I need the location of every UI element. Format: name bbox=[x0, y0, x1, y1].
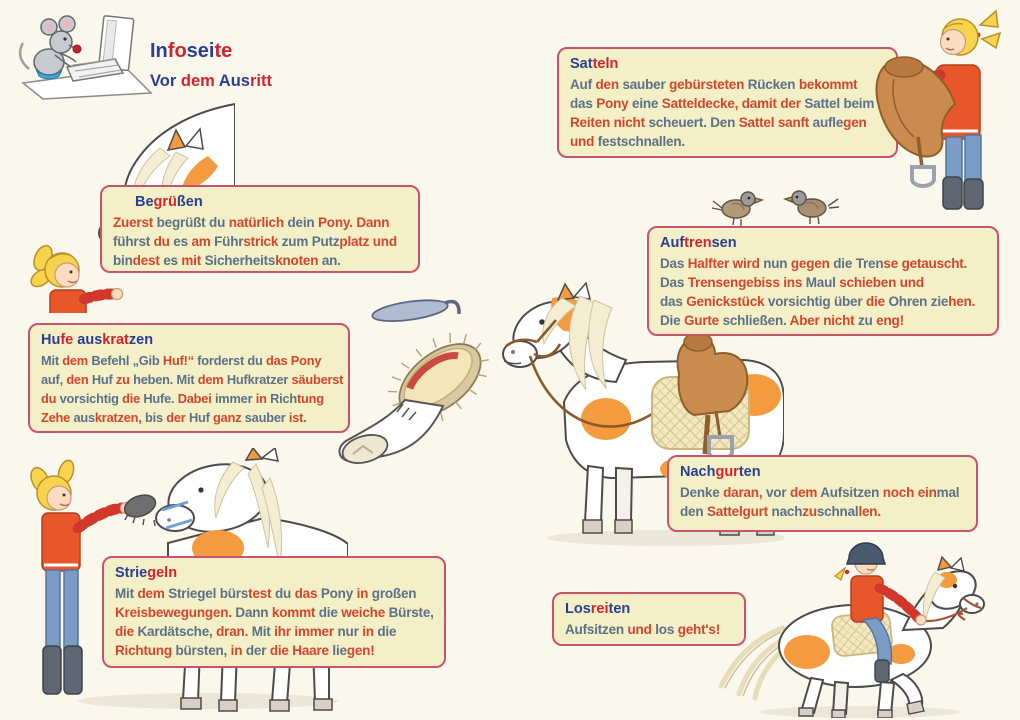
text-segment: nicht bbox=[823, 313, 855, 328]
riding-scene-illustration bbox=[695, 528, 985, 720]
text-segment: Pony bbox=[320, 586, 354, 601]
text-segment: immer bbox=[294, 624, 334, 639]
text-segment: gen! bbox=[346, 643, 375, 658]
text-segment: dem bbox=[62, 353, 88, 368]
text-line bbox=[115, 603, 433, 622]
box-body bbox=[680, 483, 965, 521]
text-segment: die bbox=[122, 391, 140, 406]
text-segment: lie bbox=[332, 643, 347, 658]
text-segment: Zehe bbox=[41, 410, 71, 425]
text-segment: Genickstück bbox=[686, 294, 765, 309]
text-segment: tren bbox=[684, 235, 712, 251]
text-segment: Halfter bbox=[687, 256, 730, 271]
text-segment: Die bbox=[660, 313, 681, 328]
info-box-nachgurten bbox=[667, 455, 978, 532]
text-segment: ganz bbox=[213, 410, 242, 425]
text-segment: Rücken bbox=[747, 77, 796, 92]
text-segment: Huf bbox=[188, 410, 210, 425]
text-segment: Reiten bbox=[570, 115, 611, 130]
text-segment: die bbox=[269, 643, 289, 658]
text-segment: getauscht. bbox=[901, 256, 968, 271]
text-segment: bekommt bbox=[798, 77, 858, 92]
text-line bbox=[113, 213, 407, 232]
text-segment: du bbox=[41, 391, 57, 406]
text-segment: Maul bbox=[805, 275, 836, 290]
text-segment: fe bbox=[60, 332, 74, 348]
text-segment: Haare bbox=[292, 643, 329, 658]
info-box-auftrensen bbox=[647, 226, 999, 336]
text-segment: teln bbox=[592, 56, 619, 72]
text-segment: nach bbox=[771, 504, 803, 519]
text-segment: noch bbox=[882, 485, 915, 500]
text-segment: zie bbox=[930, 294, 949, 309]
text-segment: über bbox=[833, 294, 863, 309]
info-box-hufe-auskratzen bbox=[28, 323, 350, 433]
text-segment: nur bbox=[337, 624, 359, 639]
text-segment: Sattel bbox=[738, 115, 775, 130]
text-segment: Aus bbox=[218, 72, 250, 90]
text-segment: Den bbox=[710, 115, 736, 130]
text-segment: aus bbox=[77, 332, 103, 348]
text-segment: Sattel bbox=[804, 96, 840, 111]
text-segment: Dann bbox=[235, 605, 269, 620]
text-segment: du bbox=[274, 586, 292, 601]
text-segment: ten bbox=[608, 601, 631, 617]
text-segment: vorsichtig bbox=[59, 391, 119, 406]
text-segment: an. bbox=[321, 253, 341, 268]
text-line bbox=[660, 254, 986, 273]
text-segment: Sicherheits bbox=[204, 253, 276, 268]
text-segment: der bbox=[245, 643, 267, 658]
text-segment: Ohren bbox=[888, 294, 928, 309]
text-line bbox=[41, 370, 344, 389]
text-segment: schließen. bbox=[722, 313, 787, 328]
text-line bbox=[660, 292, 986, 311]
text-segment: am bbox=[191, 234, 211, 249]
text-segment: In bbox=[150, 40, 168, 62]
box-title bbox=[41, 331, 337, 349]
text-line bbox=[115, 641, 433, 660]
text-segment: heben. bbox=[133, 372, 174, 387]
text-segment: aufle bbox=[812, 115, 844, 130]
text-segment: sauber bbox=[244, 410, 286, 425]
text-line bbox=[570, 113, 885, 132]
text-segment: du bbox=[209, 215, 226, 230]
box-title bbox=[113, 193, 407, 211]
text-segment: beim bbox=[843, 96, 875, 111]
text-segment: zu bbox=[858, 313, 873, 328]
info-box-striegeln bbox=[102, 556, 446, 668]
text-segment: Gurte bbox=[683, 313, 719, 328]
text-line bbox=[570, 75, 885, 94]
text-segment: es bbox=[173, 234, 188, 249]
box-title bbox=[660, 234, 986, 252]
text-line bbox=[570, 94, 885, 113]
text-segment: Rich bbox=[270, 391, 297, 406]
text-segment: gebürsteten bbox=[669, 77, 745, 92]
text-segment: eine bbox=[632, 96, 659, 111]
text-segment: Striegel bbox=[168, 586, 217, 601]
text-segment: gen bbox=[843, 115, 867, 130]
text-segment: Tren bbox=[855, 256, 884, 271]
text-segment: wird bbox=[732, 256, 760, 271]
text-segment: und bbox=[570, 134, 595, 149]
text-segment: rei bbox=[590, 601, 609, 617]
text-segment: se bbox=[883, 256, 899, 271]
text-segment: Dabei bbox=[177, 391, 212, 406]
text-segment: dem bbox=[197, 372, 224, 387]
text-segment: Huf bbox=[91, 372, 113, 387]
text-segment: Aufsitzen bbox=[565, 622, 624, 637]
text-segment: dem bbox=[137, 586, 165, 601]
text-segment: Huf!“ bbox=[162, 353, 194, 368]
text-segment: Strie bbox=[115, 565, 148, 581]
text-segment: daran, bbox=[723, 485, 763, 500]
text-segment: forderst bbox=[197, 353, 245, 368]
text-segment: „Gib bbox=[132, 353, 160, 368]
text-segment: führst bbox=[113, 234, 151, 249]
text-segment: Dann bbox=[356, 215, 390, 230]
text-segment: gegen bbox=[790, 256, 830, 271]
text-segment: den bbox=[595, 77, 619, 92]
text-segment: die bbox=[866, 294, 885, 309]
text-line bbox=[115, 584, 433, 603]
text-segment: Pony. bbox=[317, 215, 353, 230]
text-segment: begrüßt bbox=[156, 215, 206, 230]
text-segment: schnal bbox=[816, 504, 859, 519]
text-segment: ihr bbox=[274, 624, 291, 639]
box-body bbox=[115, 584, 433, 660]
text-segment: los bbox=[655, 622, 675, 637]
text-segment: kratzen, bbox=[94, 410, 142, 425]
text-segment: und bbox=[899, 275, 924, 290]
mouse-computer-illustration bbox=[15, 5, 155, 105]
text-segment: Das bbox=[660, 256, 685, 271]
lifted-hoof-illustration bbox=[339, 400, 443, 468]
text-segment: ritt bbox=[249, 72, 272, 90]
text-segment: Satteldecke, bbox=[661, 96, 739, 111]
text-segment: te bbox=[214, 40, 233, 62]
box-title bbox=[570, 55, 885, 73]
text-segment: damit bbox=[741, 96, 777, 111]
text-segment: mit bbox=[181, 253, 202, 268]
text-segment: Sattelgurt bbox=[706, 504, 768, 519]
text-segment: nun bbox=[763, 256, 788, 271]
text-line bbox=[680, 502, 965, 521]
text-segment: ins bbox=[783, 275, 803, 290]
text-segment: die bbox=[833, 256, 853, 271]
text-segment: gur bbox=[715, 464, 739, 480]
text-line bbox=[680, 483, 965, 502]
text-segment: die bbox=[115, 624, 134, 639]
text-segment: Aufsitzen bbox=[820, 485, 880, 500]
text-segment: der bbox=[780, 96, 801, 111]
text-segment: das bbox=[294, 586, 318, 601]
text-line bbox=[660, 273, 986, 292]
text-segment: sen bbox=[711, 235, 737, 251]
text-segment: Auf bbox=[660, 235, 685, 251]
text-segment: immer bbox=[214, 391, 253, 406]
info-box-satteln bbox=[557, 47, 898, 158]
text-segment: der bbox=[166, 410, 186, 425]
text-segment: und bbox=[372, 234, 397, 249]
text-segment: zen bbox=[128, 332, 154, 348]
text-segment: ist. bbox=[288, 410, 307, 425]
box-title bbox=[115, 564, 433, 582]
text-segment: Mit bbox=[41, 353, 59, 368]
text-segment: weiche bbox=[341, 605, 386, 620]
text-segment: krat bbox=[102, 332, 129, 348]
text-segment: Denke bbox=[680, 485, 720, 500]
text-segment: dein bbox=[287, 215, 315, 230]
text-line bbox=[115, 622, 433, 641]
text-segment: Aber bbox=[789, 313, 820, 328]
text-segment: ten bbox=[738, 464, 761, 480]
text-segment: die bbox=[377, 624, 397, 639]
text-segment: Das bbox=[660, 275, 685, 290]
text-segment: Pony bbox=[596, 96, 629, 111]
text-segment: geln bbox=[147, 565, 178, 581]
text-segment: sauber bbox=[622, 77, 666, 92]
text-segment: du bbox=[153, 234, 170, 249]
text-segment: festschnallen. bbox=[597, 134, 685, 149]
text-line bbox=[41, 389, 337, 408]
text-segment: Hu bbox=[41, 332, 61, 348]
text-segment: knoten bbox=[275, 253, 319, 268]
text-segment: Mit bbox=[251, 624, 271, 639]
text-segment: vorsichtig bbox=[767, 294, 831, 309]
text-segment: Putz bbox=[311, 234, 340, 249]
text-segment: Kardätsche, bbox=[137, 624, 213, 639]
text-segment: dem bbox=[789, 485, 818, 500]
text-segment: Kreisbewegungen. bbox=[115, 605, 232, 620]
box-body bbox=[570, 75, 885, 151]
text-segment: sei bbox=[186, 40, 215, 62]
text-segment: Führ bbox=[214, 234, 244, 249]
info-box-begruessen bbox=[100, 185, 420, 273]
text-segment: es bbox=[163, 253, 178, 268]
text-segment: die bbox=[318, 605, 338, 620]
text-segment: Befehl bbox=[91, 353, 130, 368]
text-segment: platz bbox=[339, 234, 370, 249]
text-segment: Sat bbox=[570, 56, 593, 72]
text-segment: sanft bbox=[777, 115, 810, 130]
text-segment: das bbox=[265, 353, 288, 368]
text-segment: Trensengebiss bbox=[687, 275, 780, 290]
text-segment: den bbox=[680, 504, 704, 519]
text-segment: ßen bbox=[176, 194, 203, 210]
text-segment: Hufe. bbox=[143, 391, 175, 406]
text-segment: bürsten, bbox=[175, 643, 228, 658]
text-segment: mal bbox=[936, 485, 960, 500]
text-segment: fo bbox=[167, 40, 187, 62]
text-segment: Vor bbox=[150, 72, 177, 90]
text-segment: nicht bbox=[613, 115, 645, 130]
text-segment: natürlich bbox=[228, 215, 284, 230]
text-segment: bürs bbox=[219, 586, 249, 601]
text-segment: Nach bbox=[680, 464, 716, 480]
text-segment: strick bbox=[243, 234, 279, 249]
text-segment: bin bbox=[113, 253, 133, 268]
text-segment: scheuert. bbox=[648, 115, 707, 130]
text-segment: dem bbox=[180, 72, 215, 90]
saddle-girl-illustration bbox=[860, 5, 1020, 215]
page-subtitle bbox=[150, 72, 272, 91]
text-line bbox=[41, 351, 337, 370]
text-segment: in bbox=[356, 586, 369, 601]
text-segment: ein bbox=[917, 485, 937, 500]
text-segment: tung bbox=[297, 391, 324, 406]
page-title bbox=[150, 40, 232, 63]
text-segment: den bbox=[66, 372, 89, 387]
text-segment: schieben bbox=[839, 275, 897, 290]
text-segment: Auf bbox=[570, 77, 592, 92]
text-segment: und bbox=[627, 622, 652, 637]
text-segment: du bbox=[247, 353, 263, 368]
text-segment: in bbox=[255, 391, 267, 406]
text-segment: eng! bbox=[876, 313, 904, 328]
text-line bbox=[113, 232, 407, 251]
text-segment: zu bbox=[115, 372, 130, 387]
text-segment: Be bbox=[135, 194, 154, 210]
text-segment: das bbox=[660, 294, 683, 309]
text-segment: grü bbox=[153, 194, 177, 210]
text-segment: Mit bbox=[115, 586, 134, 601]
text-segment: Bürste, bbox=[388, 605, 434, 620]
text-segment: Pony bbox=[290, 353, 322, 368]
text-segment: kommt bbox=[271, 605, 316, 620]
text-segment: dran. bbox=[216, 624, 249, 639]
text-segment: Hufkratzer bbox=[226, 372, 289, 387]
text-segment: auf, bbox=[41, 372, 63, 387]
text-segment: großen bbox=[371, 586, 417, 601]
text-segment: säuberst bbox=[291, 372, 344, 387]
text-segment: bis bbox=[145, 410, 163, 425]
text-segment: Los bbox=[565, 601, 591, 617]
text-segment: in bbox=[230, 643, 243, 658]
text-segment: len. bbox=[858, 504, 881, 519]
box-body bbox=[660, 254, 986, 330]
text-segment: Zuerst bbox=[113, 215, 154, 230]
text-segment: Mit bbox=[176, 372, 195, 387]
text-line bbox=[660, 311, 986, 330]
text-line bbox=[41, 408, 337, 427]
text-line bbox=[570, 132, 885, 151]
text-segment: zu bbox=[802, 504, 817, 519]
text-segment: aus bbox=[73, 410, 95, 425]
text-segment: Richtung bbox=[115, 643, 172, 658]
text-line bbox=[113, 251, 407, 270]
text-segment: test bbox=[248, 586, 272, 601]
text-segment: in bbox=[362, 624, 374, 639]
text-segment: das bbox=[570, 96, 593, 111]
text-segment: zum bbox=[281, 234, 309, 249]
box-body bbox=[113, 213, 407, 270]
text-segment: hen. bbox=[948, 294, 976, 309]
text-segment: vor bbox=[765, 485, 787, 500]
box-body bbox=[41, 351, 344, 427]
text-segment: geht's! bbox=[677, 622, 720, 637]
text-segment: dest bbox=[132, 253, 160, 268]
box-title bbox=[680, 463, 965, 481]
